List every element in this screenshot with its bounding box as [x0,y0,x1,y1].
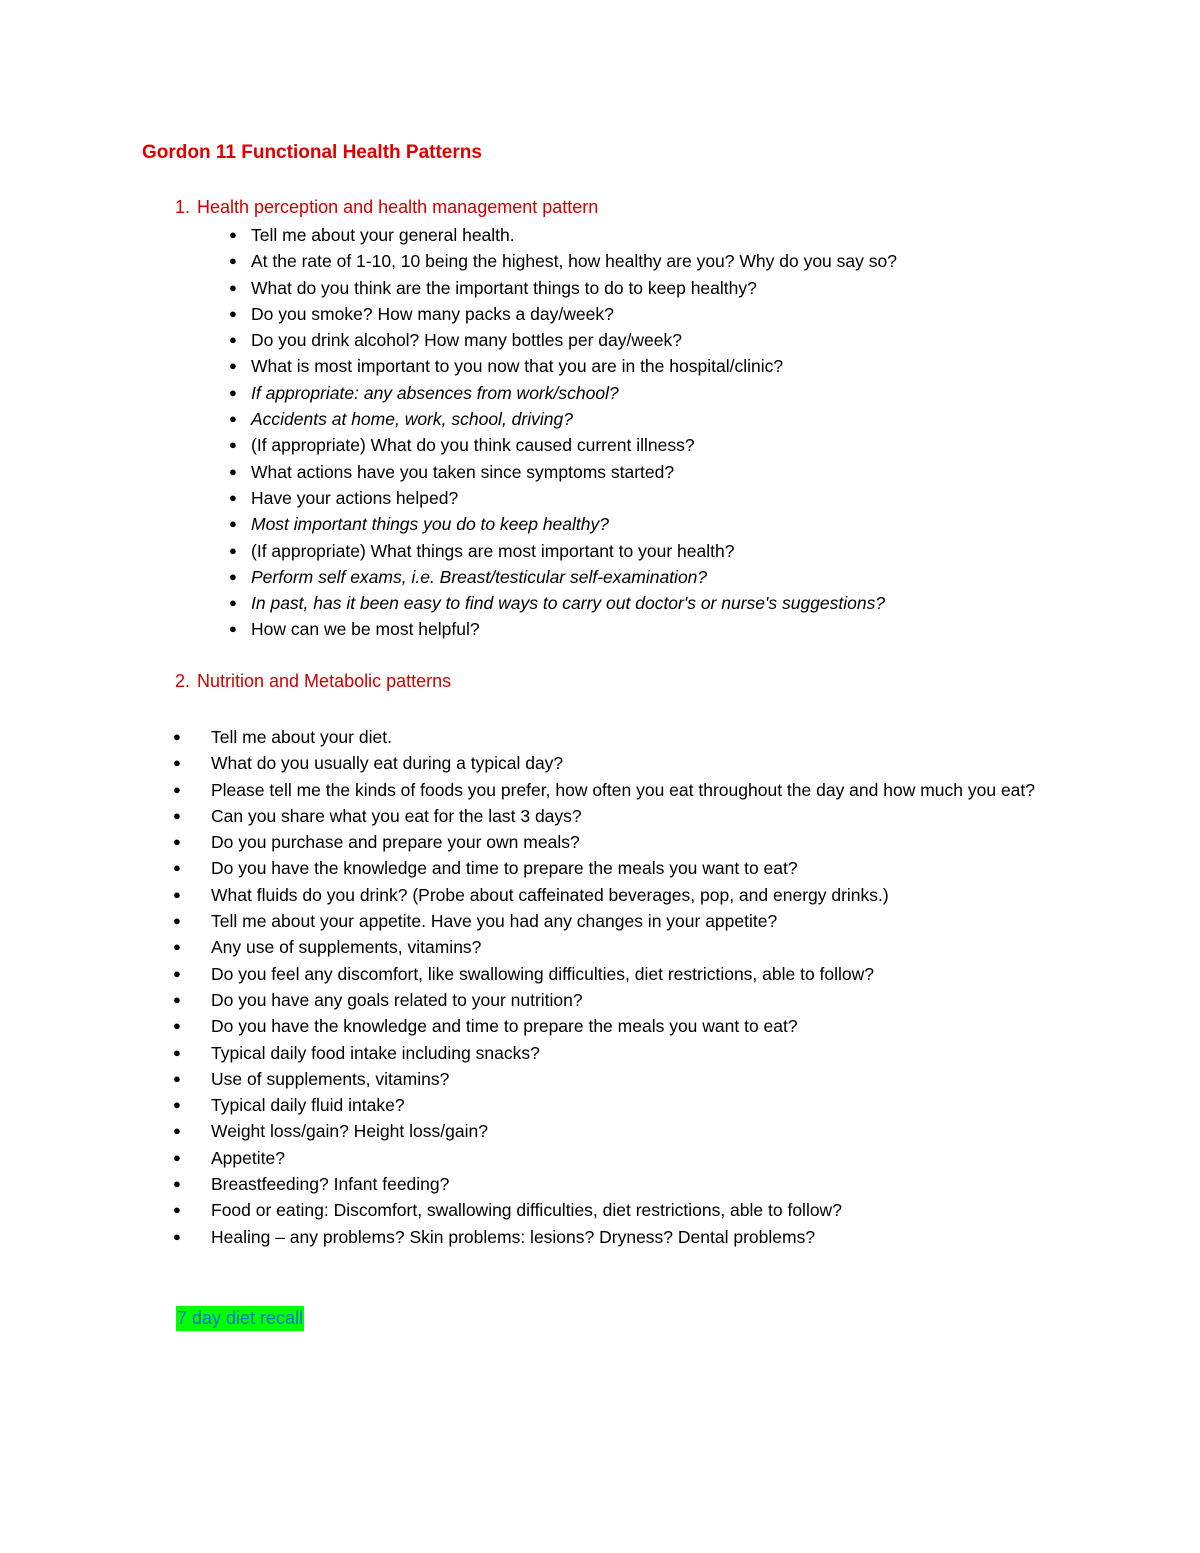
list-item [229,538,897,564]
bullet-icon: ● [229,516,237,532]
list-item-text: Perform self exams, i.e. Breast/testicular self-examination? [251,566,708,587]
bullet-icon: ● [229,305,237,321]
bullet-icon: ● [229,595,237,611]
list-item [229,327,897,353]
list-item [173,1197,1041,1223]
bullet-icon: ● [229,227,237,242]
list-item-text: Breastfeeding? Infant feeding? [211,1174,450,1195]
bullet-icon: ● [229,489,237,505]
list-item-text: How can we be most helpful? [251,619,480,640]
list-item [229,275,897,301]
list-item-text: Most important things you do to keep healthy? [251,514,609,535]
list-item-text: In past, has it been easy to find ways to carry out doctor's or nurse's suggestions? [251,593,886,614]
list-item-text: What do you usually eat during a typical day? [211,753,564,774]
list-item [173,1092,1041,1118]
section-number: 1. [175,197,191,217]
list-item [173,803,1041,829]
list-item-text: Healing – any problems? Skin problems: lesions? Dryness? Dental problems? [211,1226,816,1247]
list-item-text: Food or eating: Discomfort, swallowing difficulties, diet restrictions, able to follow? [211,1200,842,1221]
list-item [173,1171,1041,1197]
list-item-text: Do you purchase and prepare your own meals? [211,832,580,853]
list-item [229,248,897,274]
document-title: Gordon 11 Functional Health Patterns [142,142,482,163]
list-item-text: What is most important to you now that you are in the hospital/clinic? [251,356,784,377]
list-item [229,590,897,616]
bullet-icon: ● [229,437,237,453]
list-item [229,616,897,642]
list-item-text: What actions have you taken since symptoms started? [251,461,675,482]
bullet-icon: ● [173,991,181,1007]
list-item [229,564,897,590]
section-heading-text: Nutrition and Metabolic patterns [197,671,452,691]
bullet-icon: ● [173,939,181,955]
bullet-icon: ● [173,860,181,876]
list-item-text: Typical daily food intake including snacks? [211,1042,540,1063]
bullet-icon: ● [173,1149,181,1165]
list-item-text: Use of supplements, vitamins? [211,1068,450,1089]
list-item [173,750,1041,776]
list-item [173,1118,1041,1144]
list-item [173,829,1041,855]
list-item [173,882,1041,908]
bullet-icon: ● [173,965,181,981]
bullet-icon: ● [229,411,237,427]
list-item [173,961,1041,987]
bullet-icon: ● [229,358,237,374]
bullet-icon: ● [229,463,237,479]
bullet-icon: ● [173,1228,181,1244]
list-item-text: If appropriate: any absences from work/school? [251,382,619,403]
list-item [173,1040,1041,1066]
list-item-text: What fluids do you drink? (Probe about caffeinated beverages, pop, and energy drinks.) [211,884,889,905]
bullet-icon: ● [229,621,237,637]
list-item [229,459,897,485]
question-list-nutrition-metabolic [173,724,1041,1250]
list-item-text: Weight loss/gain? Height loss/gain? [211,1121,488,1142]
bullet-icon: ● [229,384,237,400]
list-item [229,485,897,511]
list-item-text: Tell me about your appetite. Have you had any changes in your appetite? [211,911,778,932]
question-list-health-perception [229,222,897,643]
bullet-icon: ● [173,1202,181,1218]
bullet-icon: ● [229,253,237,269]
list-item-text: Tell me about your diet. [211,727,392,747]
list-item-text: Do you smoke? How many packs a day/week? [251,303,614,324]
list-item-text: (If appropriate) What do you think caused current illness? [251,435,695,456]
bullet-icon: ● [229,568,237,584]
bullet-icon: ● [173,1097,181,1113]
list-item [229,380,897,406]
list-item [173,1224,1041,1250]
list-item-text: Have your actions helped? [251,487,459,508]
section-heading-nutrition-metabolic [175,671,451,692]
list-item-text: Do you feel any discomfort, like swallowing difficulties, diet restrictions, able to follow? [211,963,875,984]
list-item [173,724,1041,750]
list-item-text: Do you have any goals related to your nutrition? [211,989,583,1010]
bullet-icon: ● [173,1123,181,1139]
bullet-icon: ● [173,729,181,744]
list-item [173,1145,1041,1171]
bullet-icon: ● [229,332,237,348]
list-item-text: Do you have the knowledge and time to prepare the meals you want to eat? [211,1016,798,1037]
list-item-text: What do you think are the important things to do to keep healthy? [251,277,757,298]
list-item [173,1066,1041,1092]
list-item-text: Please tell me the kinds of foods you prefer, how often you eat throughout the day and how much you eat? [211,779,1036,800]
list-item [229,432,897,458]
bullet-icon: ● [173,913,181,929]
list-item [173,855,1041,881]
section-heading-text: Health perception and health management pattern [197,197,599,217]
list-item-text: Appetite? [211,1147,285,1168]
list-item-text: Accidents at home, work, school, driving? [251,409,573,430]
list-item [229,353,897,379]
list-item [229,301,897,327]
list-item-text: At the rate of 1-10, 10 being the highest, how healthy are you? Why do you say so? [251,251,897,272]
list-item-text: Any use of supplements, vitamins? [211,937,482,958]
bullet-icon: ● [173,807,181,823]
bullet-icon: ● [173,1070,181,1086]
bullet-icon: ● [229,542,237,558]
bullet-icon: ● [173,781,181,797]
list-item-text: Do you have the knowledge and time to prepare the meals you want to eat? [211,858,798,879]
section-heading-health-perception [175,197,598,218]
bullet-icon: ● [173,1176,181,1192]
list-item [229,406,897,432]
bullet-icon: ● [173,1044,181,1060]
bullet-icon: ● [173,755,181,771]
highlighted-note: 7 day diet recall [176,1306,304,1331]
list-item [173,908,1041,934]
list-item-text: Typical daily fluid intake? [211,1095,405,1116]
section-number: 2. [175,671,191,691]
bullet-icon: ● [229,279,237,295]
list-item-text: Tell me about your general health. [251,225,515,245]
list-item [173,1013,1041,1039]
list-item [229,222,897,248]
list-item [229,511,897,537]
list-item [173,777,1041,803]
bullet-icon: ● [173,1018,181,1034]
list-item-text: (If appropriate) What things are most important to your health? [251,540,735,561]
list-item-text: Do you drink alcohol? How many bottles per day/week? [251,330,682,351]
list-item [173,934,1041,960]
list-item-text: Can you share what you eat for the last 3 days? [211,805,582,826]
bullet-icon: ● [173,834,181,850]
list-item [173,987,1041,1013]
bullet-icon: ● [173,886,181,902]
